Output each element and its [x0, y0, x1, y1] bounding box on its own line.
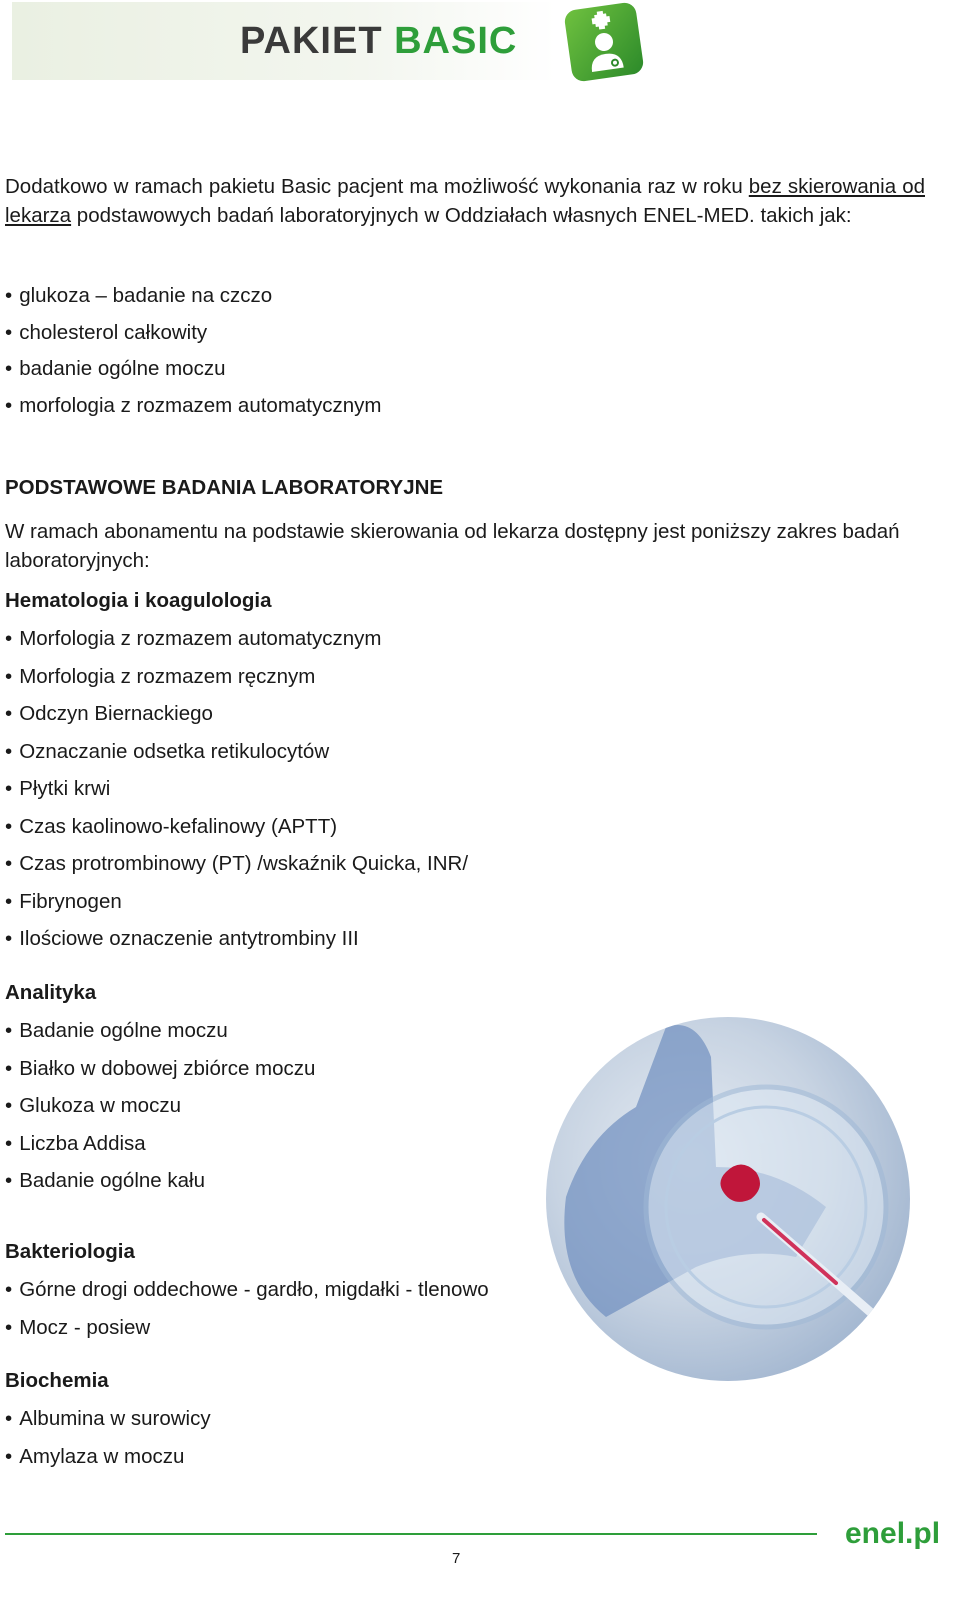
- banner-title-part1: PAKIET: [240, 20, 383, 62]
- banner-title: [240, 20, 517, 63]
- list-item: • Oznaczanie odsetka retikulocytów: [5, 737, 468, 775]
- list-item: • Liczba Addisa: [5, 1129, 315, 1167]
- list-item: • Badanie ogólne moczu: [5, 1016, 315, 1054]
- list-item: • Płytki krwi: [5, 774, 468, 812]
- bacteriology-heading: Bakteriologia: [5, 1240, 135, 1263]
- bacteriology-list: [5, 1275, 489, 1350]
- intro-text-2: podstawowych badań laboratoryjnych w Oddziałach własnych ENEL-MED. takich jak:: [71, 204, 852, 227]
- analytics-list: [5, 1016, 315, 1204]
- section-intro: W ramach abonamentu na podstawie skierowania od lekarza dostępny jest poniższy zakres badań laboratoryjnych:: [5, 520, 900, 572]
- section-title: PODSTAWOWE BADANIA LABORATORYJNE: [5, 476, 444, 499]
- list-item: • Badanie ogólne kału: [5, 1166, 315, 1204]
- list-item: • Czas kaolinowo-kefalinowy (APTT): [5, 812, 468, 850]
- intro-text-1: Dodatkowo w ramach pakietu Basic pacjent ma możliwość wykonania raz w roku: [5, 175, 749, 198]
- intro-paragraph: [5, 172, 925, 230]
- list-item: • Glukoza w moczu: [5, 1091, 315, 1129]
- biochemistry-list: [5, 1404, 211, 1479]
- header-banner: [12, 2, 652, 80]
- list-item: • cholesterol całkowity: [5, 318, 381, 355]
- intro-underlined-text: bez skierowania od lekarza: [5, 175, 925, 227]
- biochemistry-heading: Biochemia: [5, 1369, 109, 1392]
- list-item: • Mocz - posiew: [5, 1313, 489, 1351]
- list-item: • Ilościowe oznaczenie antytrombiny III: [5, 924, 468, 962]
- basic-tests-list: [5, 281, 381, 427]
- list-item: • Albumina w surowicy: [5, 1404, 211, 1442]
- doctor-badge-icon: [563, 1, 644, 82]
- banner-title-part2: BASIC: [394, 20, 518, 62]
- footer-logo: enel.pl: [845, 1517, 941, 1550]
- lab-petri-dish-photo: [546, 1017, 910, 1381]
- list-item: • Odczyn Biernackiego: [5, 699, 468, 737]
- list-item: • Górne drogi oddechowe - gardło, migdałki - tlenowo: [5, 1275, 489, 1313]
- list-item: • Morfologia z rozmazem automatycznym: [5, 624, 468, 662]
- hematology-heading: Hematologia i koagulologia: [5, 589, 272, 612]
- list-item: • badanie ogólne moczu: [5, 354, 381, 391]
- list-item: • Białko w dobowej zbiórce moczu: [5, 1054, 315, 1092]
- hematology-list: [5, 624, 468, 962]
- list-item: • Morfologia z rozmazem ręcznym: [5, 662, 468, 700]
- list-item: • Czas protrombinowy (PT) /wskaźnik Quicka, INR/: [5, 849, 468, 887]
- list-item: • morfologia z rozmazem automatycznym: [5, 391, 381, 428]
- analytics-heading: Analityka: [5, 981, 97, 1004]
- list-item: • Fibrynogen: [5, 887, 468, 925]
- list-item: • Amylaza w moczu: [5, 1442, 211, 1480]
- page-number: 7: [452, 1550, 461, 1567]
- footer-divider: [5, 1533, 817, 1535]
- list-item: • glukoza – badanie na czczo: [5, 281, 381, 318]
